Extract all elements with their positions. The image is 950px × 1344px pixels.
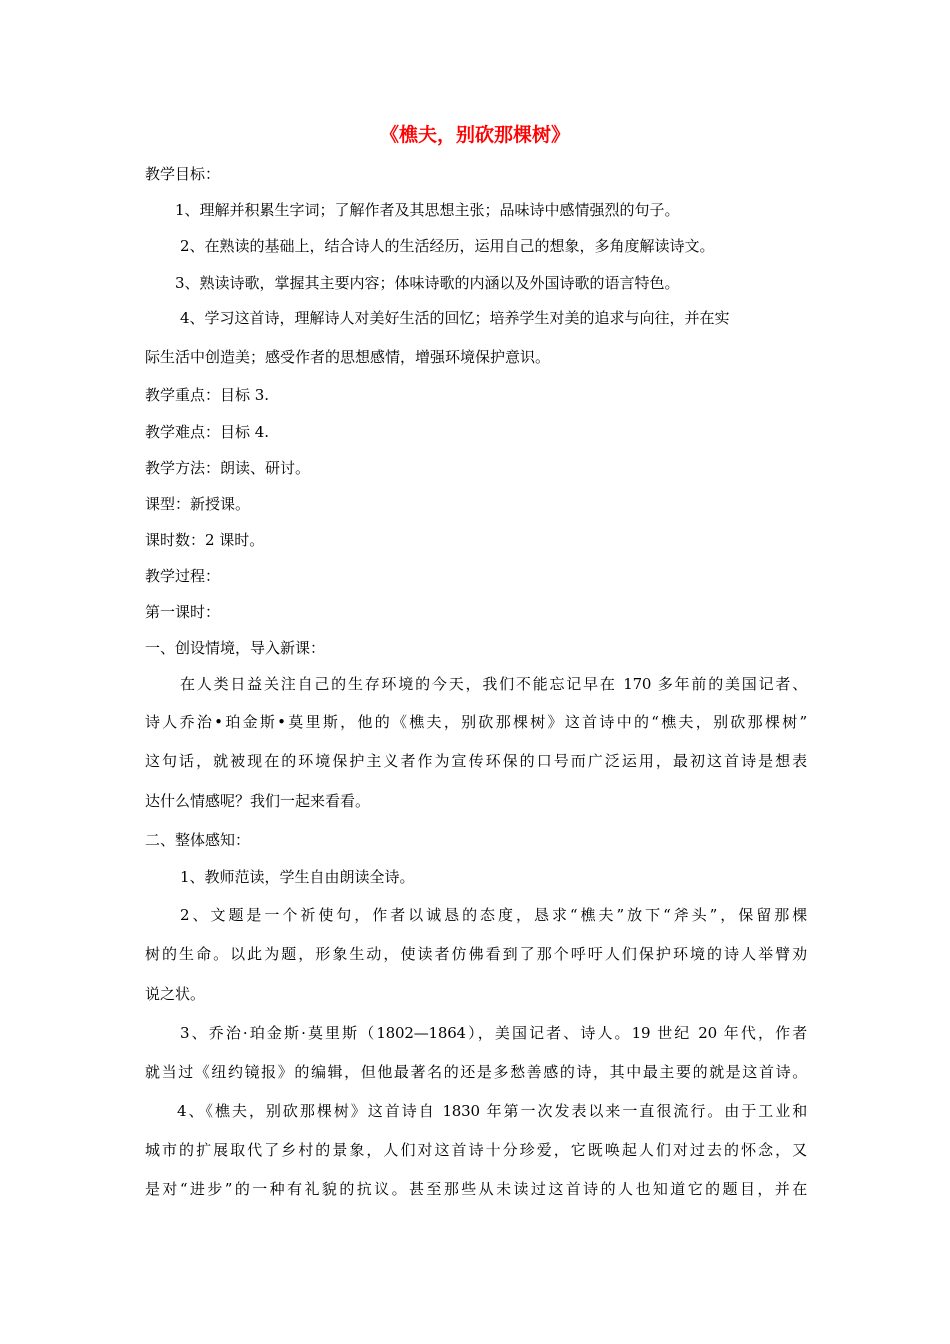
objective-4-line-1: 4、学习这首诗，理解诗人对美好生活的回忆；培养学生对美的追求与向往，并在实: [180, 309, 730, 327]
intro-paragraph-line-2: 诗人乔治•珀金斯•莫里斯，他的《樵夫，别砍那棵树》这首诗中的“樵夫，别砍那棵树”: [145, 713, 807, 731]
intro-paragraph-line-3: 这句话，就被现在的环境保护主义者作为宣传环保的口号而广泛运用，最初这首诗是想表: [145, 752, 807, 770]
part-2-heading: 二、整体感知：: [145, 831, 251, 849]
perception-item-4-line-1: 4、《樵夫，别砍那棵树》这首诗自 1830 年第一次发表以来一直很流行。由于工业和: [177, 1102, 807, 1120]
section-heading-process: 教学过程：: [145, 567, 221, 585]
perception-item-2-line-2: 树的生命。以此为题，形象生动，使读者仿佛看到了那个呼吁人们保护环境的诗人举臂劝: [145, 945, 807, 963]
perception-item-1: 1、教师范读，学生自由朗读全诗。: [180, 868, 415, 886]
part-1-heading: 一、创设情境，导入新课：: [145, 639, 326, 657]
objective-2: 2、在熟读的基础上，结合诗人的生活经历，运用自己的想象，多角度解读诗文。: [180, 237, 715, 255]
difficult-point: 教学难点：目标 4.: [145, 423, 270, 441]
objective-4-line-2: 际生活中创造美；感受作者的思想感情，增强环境保护意识。: [145, 348, 551, 366]
perception-item-2-line-1: 2、文题是一个祈使句，作者以诚恳的态度，恳求“樵夫”放下“斧头”，保留那棵: [180, 906, 807, 924]
document-title: 《樵夫，别砍那棵树》: [379, 124, 570, 146]
first-lesson-heading: 第一课时：: [145, 603, 221, 621]
objective-1: 1、理解并积累生字词；了解作者及其思想主张；品味诗中感情强烈的句子。: [175, 201, 680, 219]
key-point: 教学重点：目标 3.: [145, 386, 270, 404]
perception-item-2-line-3: 说之状。: [145, 985, 206, 1003]
teaching-method: 教学方法：朗读、研讨。: [145, 459, 311, 477]
intro-paragraph-line-1: 在人类日益关注自己的生存环境的今天，我们不能忘记早在 170 多年前的美国记者、: [180, 675, 807, 693]
lesson-count: 课时数：2 课时。: [145, 531, 265, 549]
section-heading-objectives: 教学目标：: [145, 165, 221, 183]
lesson-type: 课型：新授课。: [145, 495, 251, 513]
perception-item-4-line-3: 是对“进步”的一种有礼貌的抗议。甚至那些从未读过这首诗的人也知道它的题目，并在: [145, 1180, 807, 1198]
perception-item-3-line-2: 就当过《纽约镜报》的编辑，但他最著名的还是多愁善感的诗，其中最主要的就是这首诗。: [145, 1063, 807, 1081]
perception-item-4-line-2: 城市的扩展取代了乡村的景象，人们对这首诗十分珍爱，它既唤起人们对过去的怀念，又: [145, 1141, 807, 1159]
intro-paragraph-line-4: 达什么情感呢？我们一起来看看。: [145, 792, 371, 810]
perception-item-3-line-1: 3、乔治·珀金斯·莫里斯（1802—1864），美国记者、诗人。19 世纪 20 年代，作者: [180, 1024, 807, 1042]
objective-3: 3、熟读诗歌，掌握其主要内容；体味诗歌的内涵以及外国诗歌的语言特色。: [175, 274, 680, 292]
